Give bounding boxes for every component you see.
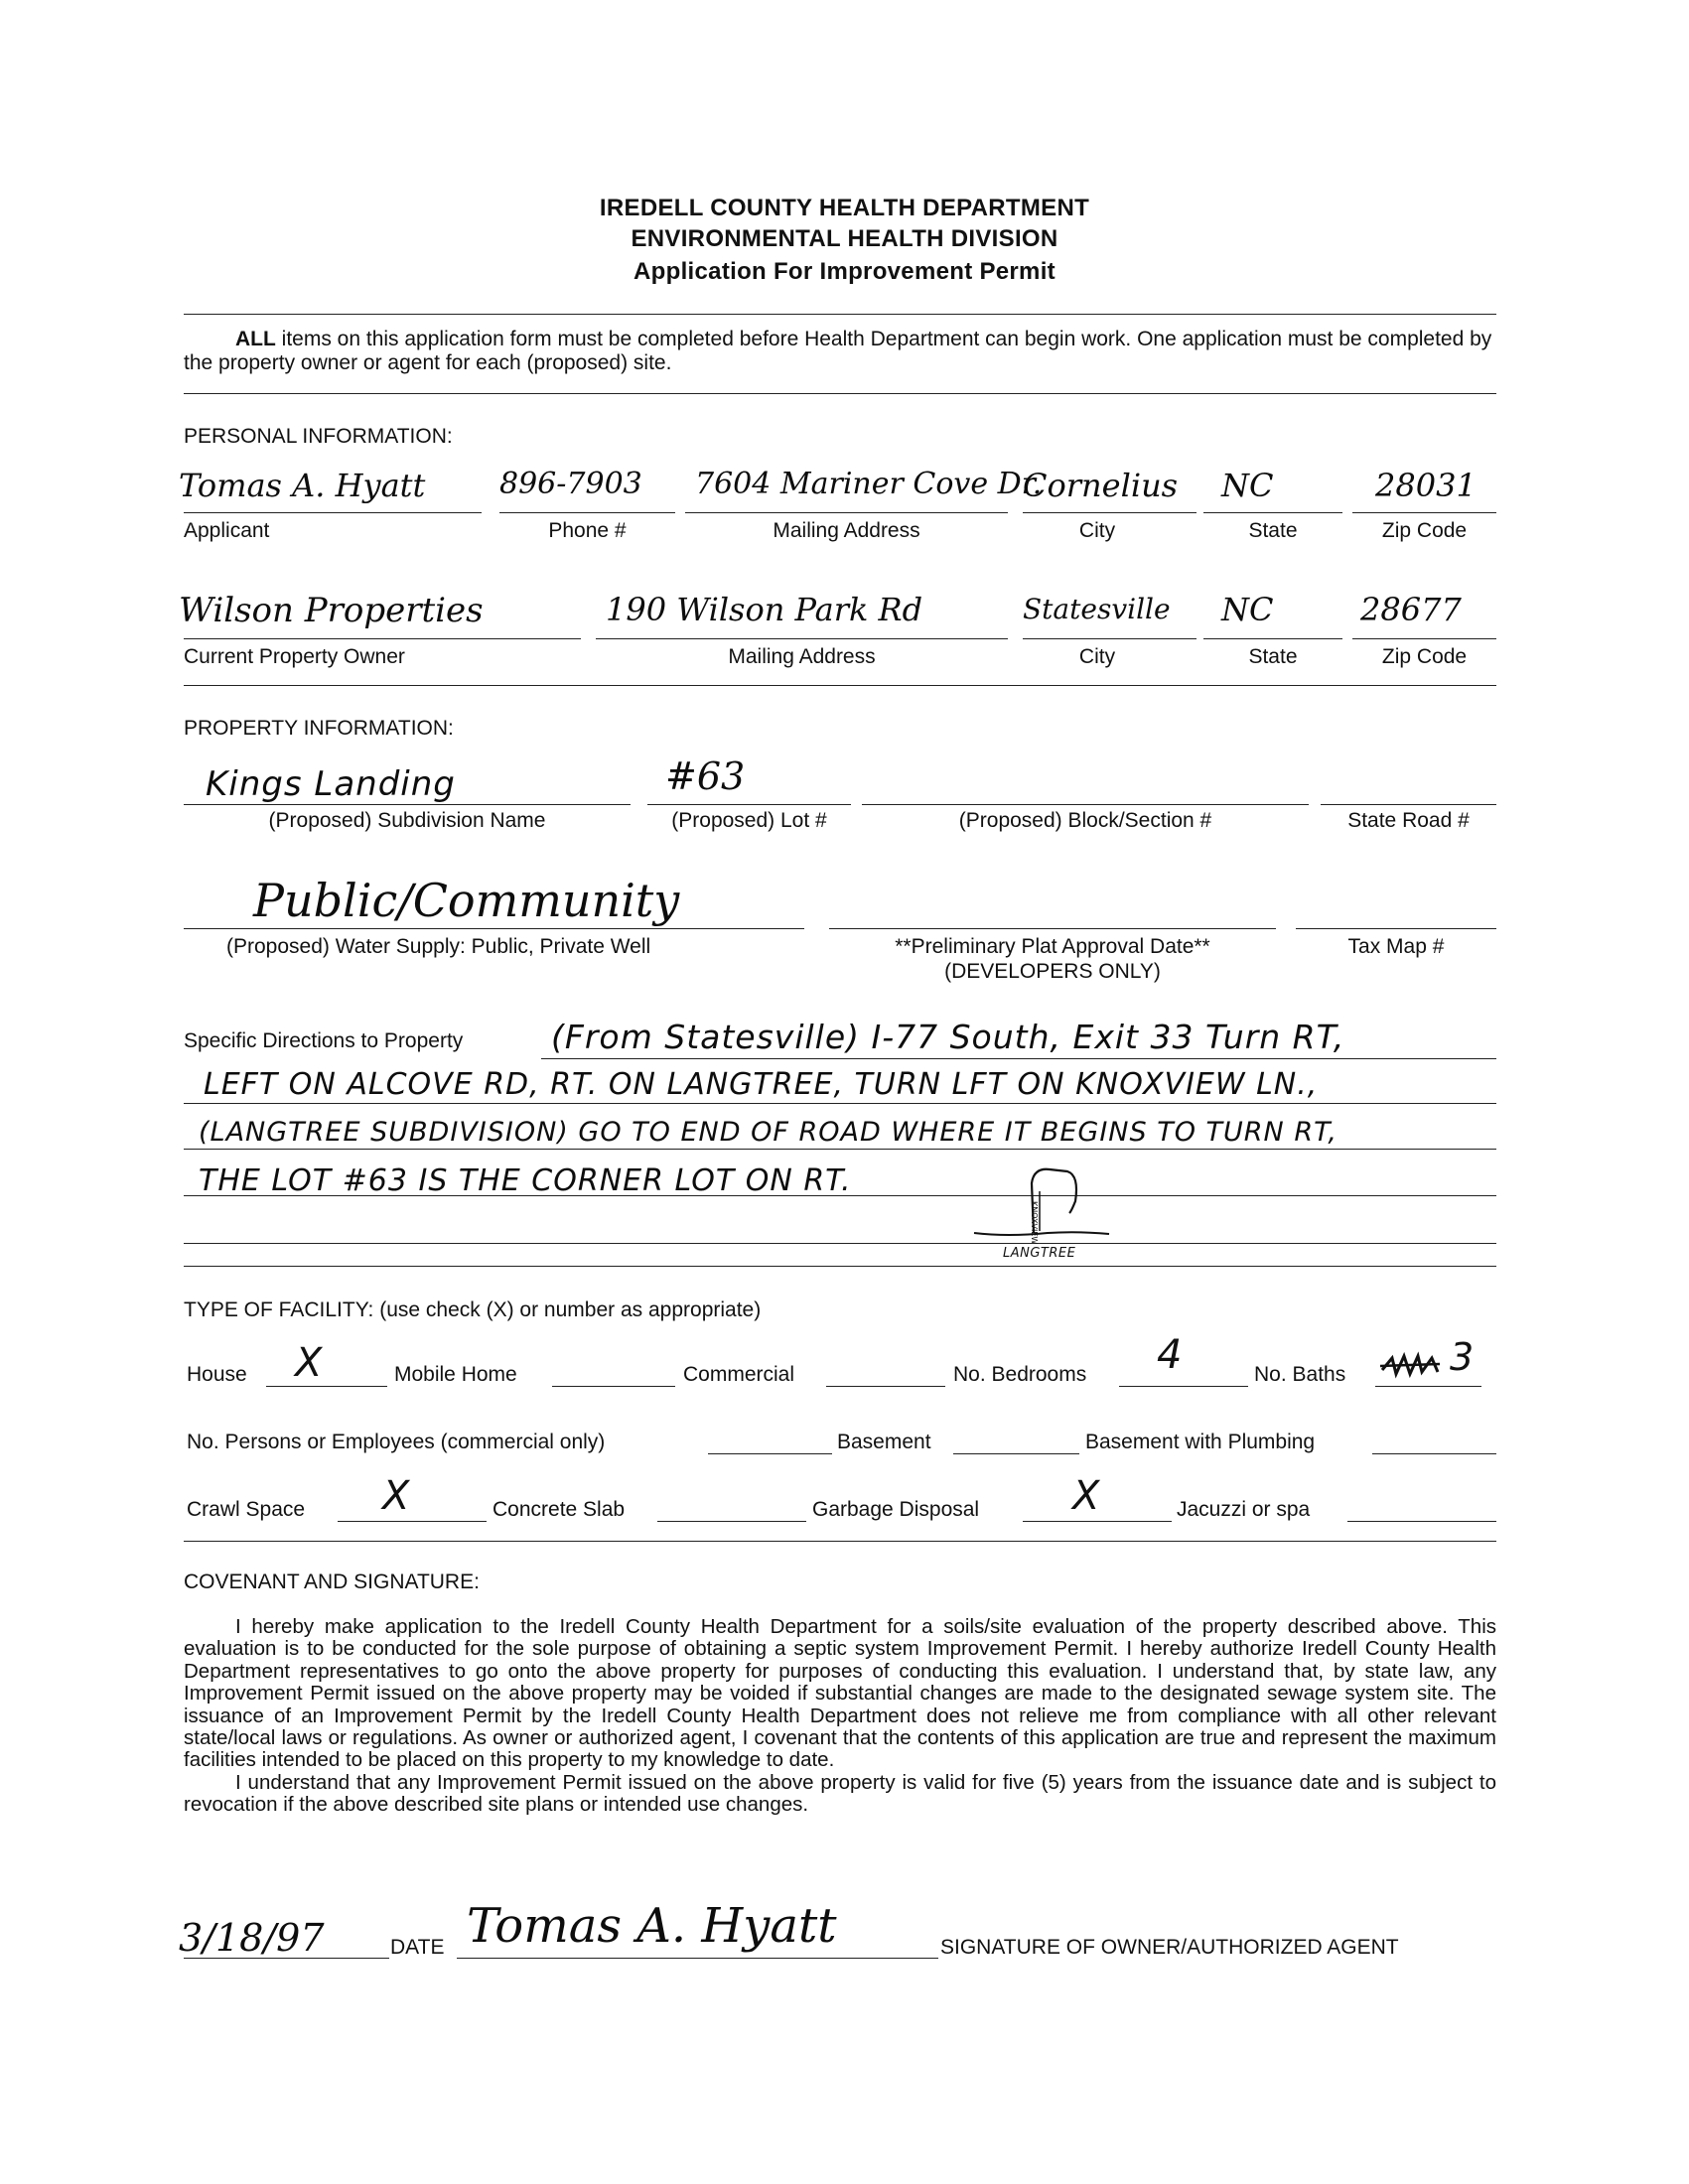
sketch-road-label: LANGTREE	[1003, 1246, 1076, 1261]
owner-label: Current Property Owner	[184, 645, 405, 668]
owner-zip-line	[1352, 638, 1496, 639]
lot-label: (Proposed) Lot #	[671, 809, 827, 832]
divider	[184, 685, 1496, 686]
basement-plumbing-label: Basement with Plumbing	[1085, 1431, 1316, 1453]
scribble-mark	[1380, 1350, 1442, 1380]
directions-text-1: (From Statesville) I-77 South, Exit 33 Turn RT,	[551, 1018, 1345, 1056]
applicant-state-value: NC	[1221, 467, 1274, 504]
directions-label: Specific Directions to Property	[184, 1029, 464, 1052]
directions-text-4: THE LOT #63 IS THE CORNER LOT ON RT.	[199, 1163, 852, 1198]
jacuzzi-label: Jacuzzi or spa	[1177, 1498, 1311, 1521]
covenant-paragraph-2: I understand that any Improvement Permit issued on the above property is valid for five (5) years from the issuance date and is subject to revocation if the above described site plans or intended use changes.	[184, 1770, 1496, 1817]
owner-name-value: Wilson Properties	[179, 591, 484, 630]
mobile-line	[552, 1386, 675, 1387]
jacuzzi-line	[1347, 1521, 1496, 1522]
owner-line	[184, 638, 581, 639]
state-label: State	[1248, 519, 1298, 542]
applicant-city-value: Cornelius	[1023, 467, 1179, 504]
date-line	[184, 1958, 389, 1959]
sketch-side-label: KNOXVIEW	[1030, 1201, 1039, 1245]
division-title: ENVIRONMENTAL HEALTH DIVISION	[631, 225, 1058, 252]
subdivision-line	[184, 804, 631, 805]
mobile-label: Mobile Home	[394, 1363, 517, 1386]
crawl-mark: X	[382, 1473, 410, 1519]
directions-line-5	[184, 1243, 1496, 1244]
bedrooms-line	[1119, 1386, 1248, 1387]
dept-title: IREDELL COUNTY HEALTH DEPARTMENT	[599, 195, 1090, 221]
applicant-zip-value: 28031	[1375, 467, 1477, 504]
owner-state-line	[1203, 638, 1342, 639]
signature-line	[457, 1958, 938, 1959]
owner-mailing-label: Mailing Address	[728, 645, 876, 668]
house-label: House	[187, 1363, 247, 1386]
directions-line-3	[184, 1149, 1496, 1150]
lot-line	[647, 804, 851, 805]
slab-label: Concrete Slab	[493, 1498, 626, 1521]
taxmap-label: Tax Map #	[1347, 935, 1445, 958]
intro-text: ALL items on this application form must be completed before Health Department can begin work. One application must be completed by the property owner or agent for each (proposed) site.	[184, 328, 1492, 374]
baths-value: 3	[1450, 1335, 1475, 1379]
owner-city-label: City	[1078, 645, 1116, 668]
directions-line-2	[184, 1103, 1496, 1104]
divider	[184, 1266, 1496, 1267]
signature-label: SIGNATURE OF OWNER/AUTHORIZED AGENT	[940, 1936, 1399, 1959]
water-supply-value: Public/Community	[253, 874, 680, 927]
block-label: (Proposed) Block/Section #	[958, 809, 1212, 832]
directions-line-1	[541, 1058, 1496, 1059]
garbage-label: Garbage Disposal	[812, 1498, 980, 1521]
state-line	[1203, 512, 1342, 513]
slab-line	[657, 1521, 806, 1522]
basement-plumbing-line	[1372, 1453, 1496, 1454]
persons-line	[708, 1453, 832, 1454]
covenant-text	[184, 1616, 1496, 1817]
owner-mailing-line	[596, 638, 1008, 639]
property-section-title: PROPERTY INFORMATION:	[184, 717, 454, 740]
divider	[184, 1541, 1496, 1542]
garbage-line	[1023, 1521, 1172, 1522]
plat-line	[829, 928, 1276, 929]
state-road-label: State Road #	[1347, 809, 1470, 832]
baths-line	[1375, 1386, 1481, 1387]
applicant-name-value: Tomas A. Hyatt	[179, 467, 426, 504]
owner-city-value: Statesville	[1023, 593, 1171, 625]
lot-value: #63	[665, 754, 746, 798]
zip-line	[1352, 512, 1496, 513]
phone-line	[499, 512, 675, 513]
date-label: DATE	[390, 1936, 445, 1959]
divider	[184, 314, 1496, 315]
mailing-label: Mailing Address	[773, 519, 920, 542]
city-line	[1023, 512, 1196, 513]
bedrooms-value: 4	[1157, 1332, 1183, 1378]
applicant-address-value: 7604 Mariner Cove Dr.	[695, 467, 1043, 501]
city-label: City	[1078, 519, 1116, 542]
applicant-phone-value: 896-7903	[499, 467, 642, 501]
facility-section-title: TYPE OF FACILITY: (use check (X) or number as appropriate)	[184, 1298, 762, 1321]
house-line	[266, 1386, 387, 1387]
zip-label: Zip Code	[1381, 519, 1468, 542]
taxmap-line	[1296, 928, 1496, 929]
owner-zip-value: 28677	[1360, 591, 1462, 628]
plat-note: (DEVELOPERS ONLY)	[944, 960, 1161, 983]
owner-zip-label: Zip Code	[1381, 645, 1468, 668]
house-mark: X	[295, 1340, 323, 1386]
crawl-label: Crawl Space	[187, 1498, 306, 1521]
water-label: (Proposed) Water Supply: Public, Private Well	[226, 935, 651, 958]
garbage-mark: X	[1072, 1473, 1100, 1519]
directions-text-3: (LANGTREE SUBDIVISION) GO TO END OF ROAD WHERE IT BEGINS TO TURN RT,	[199, 1117, 1337, 1148]
form-title: Application For Improvement Permit	[633, 258, 1056, 285]
water-line	[184, 928, 804, 929]
mailing-line	[685, 512, 1008, 513]
owner-city-line	[1023, 638, 1196, 639]
state-road-line	[1321, 804, 1496, 805]
subdivision-value: Kings Landing	[206, 764, 456, 804]
covenant-paragraph-1: I hereby make application to the Iredell County Health Department for a soils/site evaluation of the property described above. This evaluation is to be conducted for the sole purpose of obtaining a septic system Improvement Permit. I hereby authorize Iredell County Health Department representatives to go onto the above property for purposes of conducting this evaluation. I understand that, by state law, any Improvement Permit issued on the above property may be voided if substantial changes are made to the designated sewage system site. The issuance of an Improvement Permit by the Iredell County Health Department does not relieve me from compliance with all other relevant state/local laws or regulations. As owner or authorized agent, I covenant that the contents of this application are true and represent the maximum facilities intended to be placed on this property to my knowledge to date.	[184, 1615, 1496, 1772]
divider	[184, 393, 1496, 394]
applicant-line	[184, 512, 482, 513]
personal-section-title: PERSONAL INFORMATION:	[184, 425, 453, 448]
bedrooms-label: No. Bedrooms	[953, 1363, 1087, 1386]
basement-line	[953, 1453, 1079, 1454]
plat-label: **Preliminary Plat Approval Date**	[895, 935, 1210, 958]
persons-label: No. Persons or Employees (commercial only)	[187, 1431, 606, 1453]
signature: Tomas A. Hyatt	[467, 1898, 837, 1954]
basement-label: Basement	[837, 1431, 931, 1453]
crawl-line	[338, 1521, 487, 1522]
applicant-label: Applicant	[184, 519, 270, 542]
block-line	[862, 804, 1309, 805]
covenant-section-title: COVENANT AND SIGNATURE:	[184, 1570, 480, 1593]
commercial-line	[826, 1386, 945, 1387]
commercial-label: Commercial	[683, 1363, 795, 1386]
owner-address-value: 190 Wilson Park Rd	[606, 591, 923, 628]
owner-state-value: NC	[1221, 591, 1274, 628]
directions-text-2: LEFT ON ALCOVE RD, RT. ON LANGTREE, TURN LFT ON KNOXVIEW LN.,	[204, 1067, 1319, 1102]
date-value: 3/18/97	[179, 1916, 325, 1960]
owner-state-label: State	[1248, 645, 1298, 668]
baths-label: No. Baths	[1254, 1363, 1346, 1386]
phone-label: Phone #	[548, 519, 627, 542]
subdivision-label: (Proposed) Subdivision Name	[268, 809, 546, 832]
